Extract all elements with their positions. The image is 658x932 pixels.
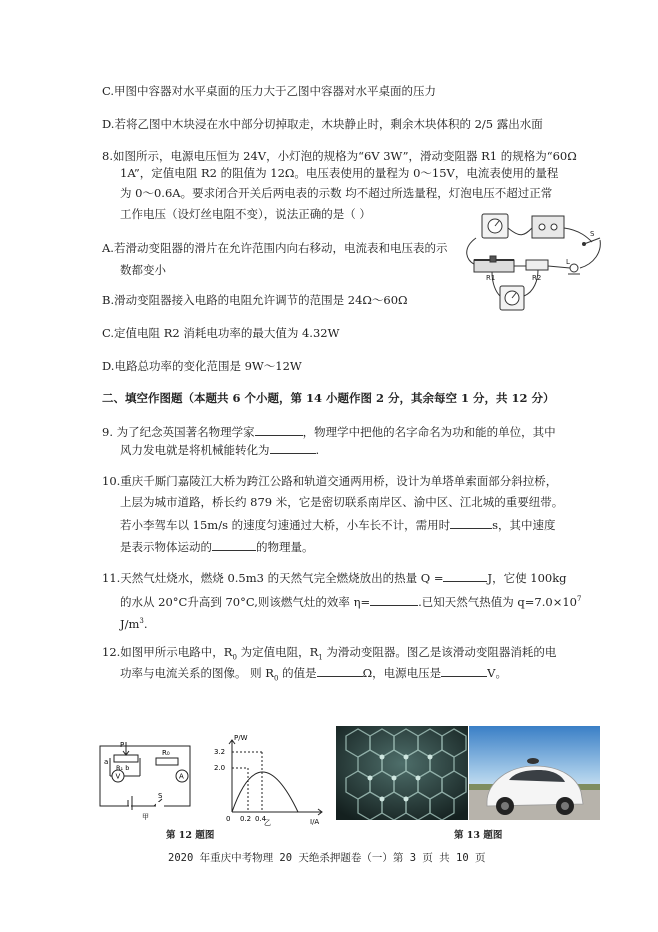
q12-graph-ylabel: P/W <box>234 734 248 742</box>
q8-circuit-figure <box>462 208 614 318</box>
q9-line-2 <box>120 442 319 457</box>
q11-line-1 <box>102 570 567 585</box>
q12-graph-tick-x-0: 0 <box>226 815 231 823</box>
q9-text-c: 风力发电就是将机械能转化为 <box>120 443 270 457</box>
q8-option-d: D.电路总功率的变化范围是 9W～12W <box>102 359 302 373</box>
q8-stem-line-4: 工作电压（设灯丝电阻不变），说法正确的是（ ） <box>120 207 371 221</box>
q11-line-3 <box>120 614 148 631</box>
q10-line-4 <box>120 539 314 554</box>
q7-option-c: C.甲图中容器对水平桌面的压力大于乙图中容器对水平桌面的压力 <box>102 84 437 98</box>
voltmeter-icon: V <box>115 772 121 781</box>
q12-label-p: P <box>120 741 125 749</box>
q12-sub-1: 1 <box>318 653 323 662</box>
q8-figure-label-r2: R2 <box>532 274 542 282</box>
q12-sub-2: 0 <box>273 674 279 683</box>
q12-text-e: 的值是 <box>278 666 317 680</box>
q12-label-r0: R₀ <box>162 749 170 757</box>
q10-text-d: 的物理量。 <box>256 540 314 554</box>
q11-line-2 <box>120 592 581 609</box>
q12-graph-tick-y-2-0: 2.0 <box>214 764 226 772</box>
q8-stem-line-3: 为 0～0.6A。要求闭合开关后两电表的示数 均不超过所选量程，灯泡电压不超过正常 <box>120 186 553 200</box>
q12-graph-tick-x-0-2: 0.2 <box>240 815 252 823</box>
q11-text-d: .已知天然气热值为 q=7.0×10 <box>418 594 577 609</box>
q8-stem-line-1: 8.如图所示，电源电压恒为 24V，小灯泡的规格为“6V 3W”，滑动变阻器 R1 的规格为“60Ω <box>102 149 577 163</box>
q12-graph-label-yi: 乙 <box>264 819 271 827</box>
q12-label-jia: 甲 <box>142 813 149 821</box>
q12-power-current-graph <box>204 732 328 828</box>
q11-text-a: 11.天然气灶烧水，燃烧 0.5m3 的天然气完全燃烧放出的热量 Q = <box>102 571 444 585</box>
q11-period: . <box>143 616 148 631</box>
q12-label-a: a <box>104 758 109 766</box>
q12-circuit-diagram <box>96 738 200 822</box>
q12-figure-caption: 第 12 题图 <box>166 830 215 841</box>
q10-text-a: 若小李驾车以 15m/s 的速度匀速通过大桥，小车长不计，需用时 <box>120 518 451 532</box>
q12-graph-tick-y-3-2: 3.2 <box>214 748 226 756</box>
q9-text-a: 9. 为了纪念英国著名物理学家 <box>102 425 255 439</box>
q8-option-a-line-1: A.若滑动变阻器的滑片在允许范围内向右移动，电流表和电压表的示 <box>102 241 448 255</box>
q11-exponent-7: 7 <box>576 595 582 603</box>
q11-exponent-3: 3 <box>139 617 144 625</box>
q9-blank-1[interactable] <box>255 424 303 436</box>
q12-label-s: S <box>158 792 163 800</box>
q10-text-b: s，其中速度 <box>492 518 556 532</box>
q13-figure-caption: 第 13 题图 <box>454 830 503 841</box>
q10-line-2: 上层为城市道路，桥长约 879 米，它是密切联系南岸区、渝中区、江北城的重要纽带。 <box>120 495 564 509</box>
q9-text-b: ，物理学中把他的名字命名为功和能的单位，其中 <box>302 425 556 439</box>
q9-blank-2[interactable] <box>270 442 316 454</box>
q8-option-c: C.定值电阻 R2 消耗电功率的最大值为 4.32W <box>102 326 340 340</box>
q8-option-b: B.滑动变阻器接入电路的电阻允许调节的范围是 24Ω～60Ω <box>102 293 408 307</box>
q11-text-c: 的水从 20°C升高到 70°C,则该燃气灶的效率 η= <box>120 594 371 609</box>
q12-text-a: 12.如图甲所示电路中，R <box>102 645 233 659</box>
q8-figure-label-l: L <box>566 258 570 266</box>
q12-graph-xlabel: I/A <box>310 818 320 826</box>
q10-line-3 <box>120 517 556 532</box>
q8-figure-label-s: S <box>590 230 595 238</box>
q13-car-photo <box>469 726 600 820</box>
q12-text-c: 为滑动变阻器。图乙是该滑动变阻器消耗的电 <box>322 645 557 659</box>
q11-blank-1[interactable] <box>443 570 487 582</box>
q11-unit: J/m <box>120 616 140 631</box>
q11-text-b: J，它使 100kg <box>487 571 567 585</box>
page-footer: 2020 年重庆中考物理 20 天绝杀押题卷（一）第 3 页 共 10 页 <box>168 852 486 864</box>
q11-blank-2[interactable] <box>370 594 418 606</box>
q7-option-d: D.若将乙图中木块浸在水中部分切掉取走，木块静止时，剩余木块体积的 2/5 露出水面 <box>102 117 543 131</box>
q8-option-a-line-2: 数都变小 <box>120 263 166 277</box>
q10-blank-2[interactable] <box>212 539 256 551</box>
ammeter-icon: A <box>179 772 184 781</box>
q12-text-f: Ω，电源电压是 <box>362 666 442 680</box>
q12-line-2 <box>120 665 507 685</box>
q12-sub-0: 0 <box>232 653 237 662</box>
q10-line-1: 10.重庆千厮门嘉陵江大桥为跨江公路和轨道交通两用桥，设计为单塔单索面部分斜拉桥， <box>102 474 558 488</box>
q9-line-1 <box>102 424 556 439</box>
q8-figure-label-r1: R1 <box>486 274 496 282</box>
section-2-title: 二、填空作图题（本题共 6 个小题，第 14 小题作图 2 分，其余每空 1 分，共 12 分） <box>102 391 555 405</box>
q12-blank-2[interactable] <box>441 665 487 677</box>
q10-text-c: 是表示物体运动的 <box>120 540 212 554</box>
q12-text-b: 为定值电阻，R <box>236 645 319 659</box>
q8-stem-line-2: 1A”，定值电阻 R2 的阻值为 12Ω。电压表使用的量程为 0～15V，电流表使用的量程 <box>120 166 559 180</box>
q10-blank-1[interactable] <box>450 517 492 529</box>
q12-blank-1[interactable] <box>317 665 363 677</box>
q12-graph-tick-x-0-4: 0.4 <box>255 815 267 823</box>
q12-text-d: 功率与电流关系的图像。 则 R <box>120 666 274 680</box>
q13-graphene-image <box>336 726 468 820</box>
q12-text-g: V。 <box>487 666 507 680</box>
q12-label-r1b: R₁ b <box>116 764 130 772</box>
q12-line-1 <box>102 645 556 664</box>
q9-text-d: . <box>315 443 320 457</box>
